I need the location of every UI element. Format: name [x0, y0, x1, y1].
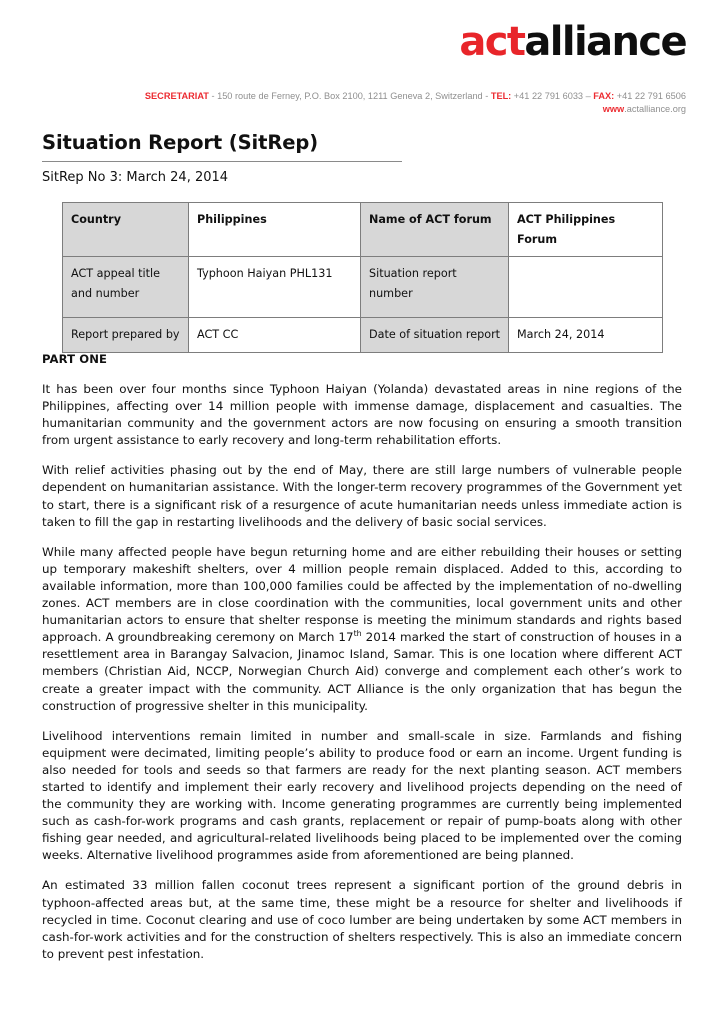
tel-value: +41 22 791 6033	[511, 91, 586, 101]
body-paragraph-2: With relief activities phasing out by the end of May, there are still large numbers of vulnerable people dependent on humanitarian assistance. With the longer-term recovery programmes of the Government yet to start, there is a significant risk of a resurgence of acute humanitarian needs unless immediate action is taken to fill the gap in restarting livelihoods and the delivery of basic social services.	[42, 463, 682, 529]
fax-value: +41 22 791 6506	[614, 91, 686, 101]
ordinal-suffix-th: th	[353, 629, 362, 639]
table-cell-appeal-value: Typhoon Haiyan PHL131	[189, 257, 361, 318]
table-cell-prepared-by-value: ACT CC	[189, 318, 361, 353]
table-row	[63, 318, 663, 353]
act-alliance-logo	[459, 19, 686, 65]
title-divider	[42, 161, 402, 162]
table-row	[63, 257, 663, 318]
table-cell-appeal-label: ACT appeal title and number	[63, 257, 189, 318]
secretariat-label: SECRETARIAT	[144, 91, 209, 101]
table-cell-prepared-by-label: Report prepared by	[63, 318, 189, 353]
tel-fax-separator: –	[585, 91, 594, 101]
body-paragraph-3	[42, 544, 682, 715]
website-line[interactable]	[42, 103, 686, 116]
secretariat-address: 150 route de Ferney, P.O. Box 2100, 1211 Geneva 2, Switzerland -	[217, 91, 491, 101]
table-cell-country-value: Philippines	[189, 203, 361, 257]
logo-act-text: act	[459, 19, 525, 65]
sitrep-info-table	[62, 202, 663, 353]
secretariat-contact-line	[42, 90, 686, 116]
table-cell-sitrep-number-value	[509, 257, 663, 318]
table-cell-forum-value: ACT Philippines Forum	[509, 203, 663, 257]
fax-label: FAX:	[593, 91, 615, 101]
section-heading-part-one: PART ONE	[42, 352, 108, 366]
tel-label: TEL:	[490, 91, 512, 101]
table-cell-report-date-value: March 24, 2014	[509, 318, 663, 353]
body-paragraph-5: An estimated 33 million fallen coconut trees represent a significant portion of the ground debris in typhoon-affected areas but, at the same time, these might be a resource for shelter and livelihoods if recycled in time. Coconut clearing and use of coco lumber are being undertaken by some ACT members in cash-for-work activities and for the construction of shelters respectively. This is also an immediate concern to prevent pest infestation.	[42, 878, 682, 961]
table-cell-country-label: Country	[63, 203, 189, 257]
body-paragraph-3-part-a: While many affected people have begun returning home and are either rebuilding their houses or setting up temporary makeshift shelters, over 4 million people remain displaced. Added to this, according to available information, more than 100,000 families could be affected by the implementation of no-dwelling zones. ACT members are in close coordination with the communities, local government units and other humanitarian actors to ensure that shelter response is meeting the minimum standards and rights based approach. A groundbreaking ceremony on March 17	[42, 544, 682, 645]
table-cell-forum-label: Name of ACT forum	[361, 203, 509, 257]
logo-alliance-text: alliance	[524, 19, 686, 65]
table-cell-report-date-label: Date of situation report	[361, 318, 509, 353]
website-www-prefix: www	[602, 104, 625, 114]
page-subtitle: SitRep No 3: March 24, 2014	[42, 170, 229, 185]
page-title: Situation Report (SitRep)	[42, 131, 319, 154]
body-paragraph-1: It has been over four months since Typhoon Haiyan (Yolanda) devastated areas in nine regions of the Philippines, affecting over 14 million people with immense damage, displacement and casualties. The humanitarian community and the government actors are now focusing on ensuring a smooth transition from urgent assistance to early recovery and long-term rehabilitation efforts.	[42, 382, 682, 448]
body-paragraph-3-part-b: 2014 marked the start of construction of houses in a resettlement area in Barangay Salvacion, Jinamoc Island, Samar. This is one location where different ACT members (Christian Aid, NCCP, Norwegian Church Aid) converge and complement each other’s work to create a greater impact with the community. ACT Alliance is the only organization that has begun the construction of progressive shelter in this municipality.	[42, 630, 682, 713]
website-domain: .actalliance.org	[624, 104, 686, 114]
document-body	[42, 381, 682, 963]
table-cell-sitrep-number-label: Situation report number	[361, 257, 509, 318]
table-row	[63, 203, 663, 257]
secretariat-separator: -	[208, 91, 218, 101]
body-paragraph-4: Livelihood interventions remain limited in number and small-scale in size. Farmlands and fishing equipment were decimated, limiting people’s ability to produce food or earn an income. Urgent funding is also needed for tools and seeds so that farmers are ready for the next planting season. ACT members started to identify and implement their early recovery and livelihood projects depending on the need of the community they are working with. Income generating programmes are currently being implemented such as cash-for-work programs and cash grants, replacement or repair of pump-boats along with other fishing gear needed, and agricultural-related livelihoods being placed to be implemented over the coming weeks. Alternative livelihood programmes aside from aforementioned are being planned.	[42, 728, 682, 863]
